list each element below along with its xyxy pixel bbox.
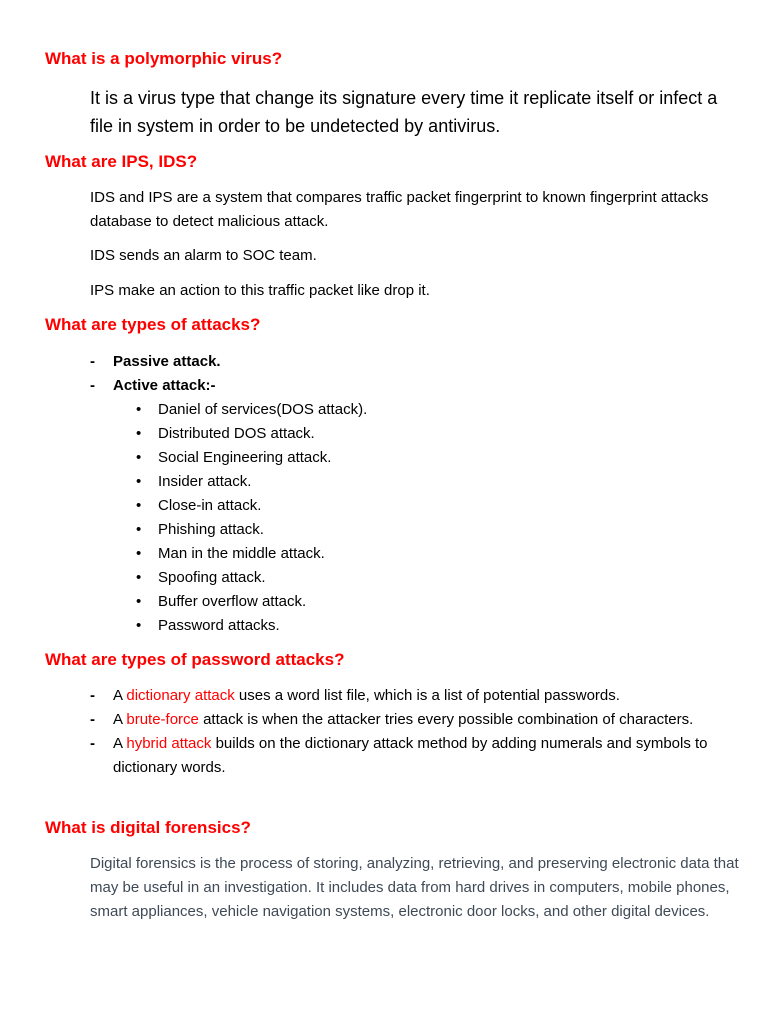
item-description: builds on the dictionary attack method by adding numerals and symbols to dictionary words. [113,735,708,776]
list-item [136,518,367,542]
list-item [90,708,710,732]
attack-types-list [90,350,710,398]
item-description: attack is when the attacker tries every possible combination of characters. [198,711,694,728]
term-dictionary-attack: dictionary attack [126,687,235,704]
list-item [136,542,367,566]
dash-marker: - [90,377,95,394]
heading-digital-forensics: What is digital forensics? [45,818,251,837]
list-item [136,590,367,614]
list-item [136,614,367,638]
list-item-text: Social Engineering attack. [158,449,332,466]
list-item [136,446,367,470]
list-item [90,732,710,780]
list-item-text: Distributed DOS attack. [158,425,315,442]
list-item [136,398,367,422]
item-prefix: A [113,711,127,728]
dash-marker: - [90,687,95,704]
ips-ids-answer-p1: IDS and IPS are a system that compares traffic packet fingerprint to known fingerprint attacks database to detect malicious attack. [90,189,709,230]
heading-polymorphic-virus: What is a polymorphic virus? [45,49,283,68]
item-description: uses a word list file, which is a list of potential passwords. [234,687,620,704]
list-item [136,566,367,590]
password-attacks-list [90,684,710,780]
list-item-text: Spoofing attack. [158,569,266,586]
ips-ids-answer-p3: IPS make an action to this traffic packet like drop it. [90,282,430,299]
list-item-text: Daniel of services(DOS attack). [158,401,368,418]
list-item [90,350,710,374]
list-item [90,374,710,398]
bullet-marker: • [136,593,142,610]
list-item [90,684,710,708]
list-item-text: Phishing attack. [158,521,264,538]
polymorphic-virus-answer: It is a virus type that change its signature every time it replicate itself or infect a file in system in order to be undetected by antivirus. [90,88,718,136]
heading-password-attacks: What are types of password attacks? [45,650,345,669]
heading-types-of-attacks: What are types of attacks? [45,315,261,334]
bullet-marker: • [136,497,142,514]
bullet-marker: • [136,401,142,418]
ips-ids-answer-p2: IDS sends an alarm to SOC team. [90,247,317,264]
bullet-marker: • [136,617,142,634]
item-prefix: A [113,735,127,752]
list-item-text: Man in the middle attack. [158,545,325,562]
item-prefix: A [113,687,127,704]
list-item-text: Insider attack. [158,473,252,490]
list-item-text: Buffer overflow attack. [158,593,307,610]
term-brute-force: brute-force [126,711,199,728]
dash-marker: - [90,735,95,752]
bullet-marker: • [136,473,142,490]
bullet-marker: • [136,449,142,466]
list-item [136,494,367,518]
bullet-marker: • [136,521,142,538]
bullet-marker: • [136,425,142,442]
list-item [136,470,367,494]
active-attack-sublist [136,398,367,638]
list-item [136,422,367,446]
heading-ips-ids: What are IPS, IDS? [45,152,198,171]
bullet-marker: • [136,569,142,586]
dash-marker: - [90,353,95,370]
dash-marker: - [90,711,95,728]
active-attack-label: Active attack:- [113,377,216,394]
digital-forensics-answer: Digital forensics is the process of storing, analyzing, retrieving, and preserving electronic data that may be useful in an investigation. It includes data from hard drives in computers, mobile phones, smart appliances, vehicle navigation systems, electronic door locks, and other digital devices. [90,855,739,920]
passive-attack-label: Passive attack. [113,353,221,370]
term-hybrid-attack: hybrid attack [126,735,212,752]
bullet-marker: • [136,545,142,562]
list-item-text: Close-in attack. [158,497,262,514]
list-item-text: Password attacks. [158,617,280,634]
